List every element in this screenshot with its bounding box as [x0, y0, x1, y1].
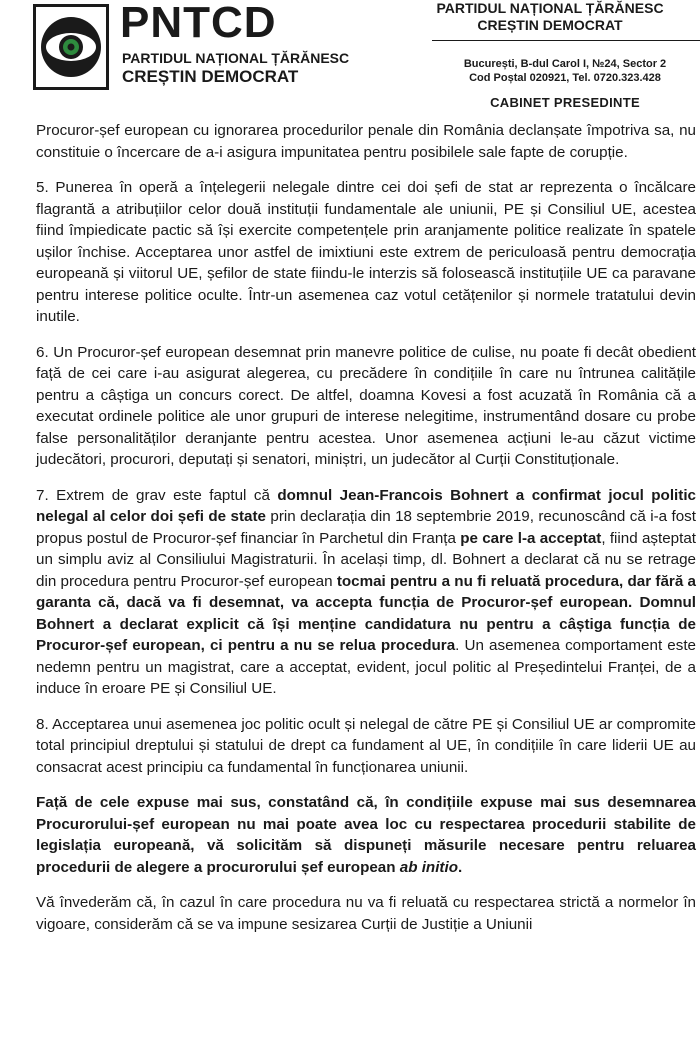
paragraph-8: 8. Acceptarea unui asemenea joc politic ocult și nelegal de către PE și Consiliul UE ar compromite total principiul dreptului și statului de drept ca fundament al UE, în condițiile în care liderii UE au consacrat acest principiu ca fundamental în funcționarea uniunii. [36, 715, 696, 776]
party-name-line1: PARTIDUL NAȚIONAL ȚĂRĂNESC [122, 50, 350, 66]
request-text-c: . [457, 858, 463, 876]
p7-bold-b: domnul Jean-Francois Bohnert a confirmat jocul politic nelegal al celor doi șefi de state [36, 486, 696, 525]
party-title-line1: PARTIDUL NAȚIONAL ȚĂRĂNESC [436, 0, 664, 16]
paragraph-5: 5. Punerea în operă a înțelegerii nelegale dintre cei doi șefi de stat ar reprezenta o încălcare flagrantă a atribuțiilor celor două instituții fundamentale ale uniunii, PE și Consiliul UE, acestea fiind împiedicate pactic să își exercite competențele prin aranjamente politice realizate în spatele ușilor închise. Acceptarea unor astfel de imixtiuni este extrem de periculoasă pentru democrația europeană și viitorul UE, șefilor de state fiindu-le interzis să folosească instituțiile UE ca paravane pentru interese politice oculte. Într-un asemenea caz votul cetățenilor și normele tratatului devin inutile. [36, 179, 696, 325]
p7-text-e: , fiind așteptat un simplu aviz al Consiliului Magistraturii. În același timp, dl. Bohnert a declarat că nu se retrage din procedura pentru Procuror-șef european [36, 529, 696, 590]
party-title-right [400, 0, 700, 34]
paragraph-continuation: Procuror-șef european cu ignorarea procedurilor penale din România declanșate împotriva sa, nu constituie o încercare de a-i asigura impunitatea pentru posibilele sale fapte de corupție. [36, 122, 696, 161]
paragraph-closing: Vă învederăm că, în cazul în care procedura nu va fi reluată cu respectarea strictă a normelor în vigoare, considerăm că se va impune sesizarea Curții de Justiție a Uniunii [36, 894, 696, 933]
cabinet-label: CABINET PRESEDINTE [490, 95, 640, 110]
party-name-line2: CREȘTIN DEMOCRAT [122, 67, 299, 86]
request-italic: ab initio [399, 858, 458, 876]
p7-text-a: 7. Extrem de grav este faptul că [36, 486, 278, 504]
eye-logo-icon [36, 7, 106, 87]
paragraph-request [36, 792, 696, 878]
p7-text-c: prin declarația din 18 septembrie 2019, recunoscând că i-a fost propus postul de Procuror-șef financiar în Parchetul din Franța [36, 508, 696, 547]
p7-text-g: . Un asemenea comportament este nedemn pentru un magistrat, care a acceptat, evident, jocul politic al Președintelui Franței, de a induce în eroare PE și Consiliul UE. [36, 637, 696, 697]
paragraph-6: 6. Un Procuror-șef european desemnat prin manevre politice de culise, nu poate fi decât obedient față de cei care i-au asigurat alegerea, cu precădere în condițiile în care nu întrunea calitățile pentru a câștiga un concurs corect. De altfel, doamna Kovesi a fost acuzată în România că a executat ordinele politice ale unor grupuri de interese nelegitime, instrumentând dosare cu probe false personalităților deranjante pentru acestea. Unor asemenea acțiuni le-au căzut victime judecători, procurori, deputați și senatori, miniștri, un judecător al Curții Constituționale. [36, 343, 696, 468]
request-text-a: Față de cele expuse mai sus, constatând că, în condițiile expuse mai sus desemnarea Procurorului-șef european nu mai poate avea loc cu respectarea procedurii stabilite de legislația europeană, vă solicităm să dispuneți măsurile necesare pentru reluarea procedurii de alegere a procurorului șef european [36, 794, 696, 876]
paragraph-7 [36, 485, 696, 700]
address-line2: Cod Poștal 020921, Tel. 0720.323.428 [469, 72, 661, 84]
letter-body [36, 120, 696, 949]
address-line1: București, B-dul Carol I, №24, Sector 2 [463, 58, 667, 70]
p7-bold-d: pe care l-a acceptat [460, 529, 602, 547]
p7-bold-f: tocmai pentru a nu fi reluată procedura, dar fără a garanta că, dacă va fi desemnat, va accepta funcția de Procuror-șef european. Domnul Bohnert a declarat explicit că își menține candidatura nu pentru a câștiga funcția de Procuror-șef european, ci pentru a nu se relua procedura [36, 572, 696, 654]
party-title-line2: CREȘTIN DEMOCRAT [477, 17, 623, 33]
header-divider [432, 40, 700, 41]
letterhead [0, 0, 700, 120]
request-bold [36, 794, 696, 876]
party-logo [33, 4, 109, 90]
party-acronym: PNTCD [120, 0, 277, 47]
